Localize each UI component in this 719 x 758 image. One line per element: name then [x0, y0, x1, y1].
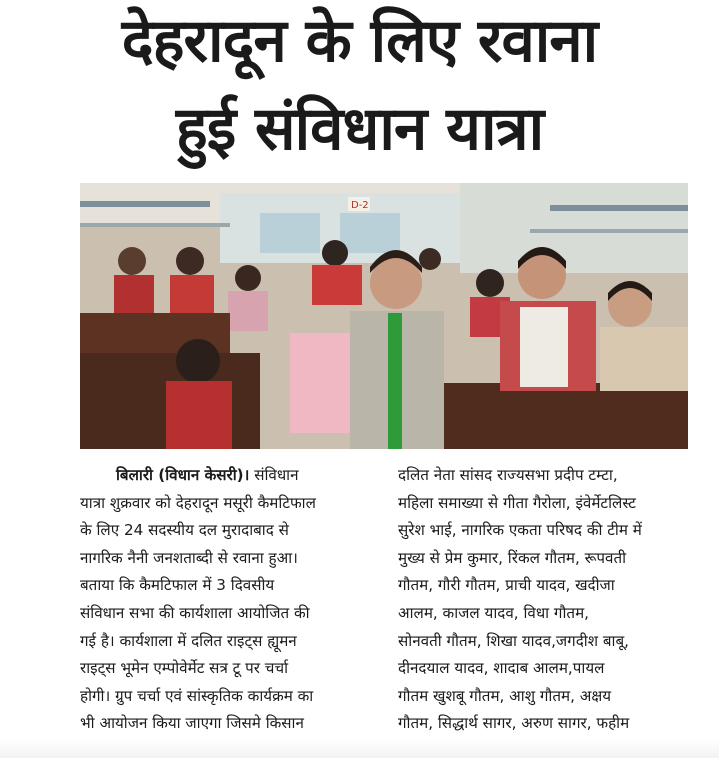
article-line: सोनवती गौतम, शिखा यादव,जगदीश बाबू, [398, 631, 629, 650]
article-first-line [80, 462, 370, 490]
article-line: दलित नेता सांसद राज्यसभा प्रदीप टम्टा, [398, 466, 618, 484]
article-line: संविधान सभा की कार्यशाला आयोजित की [80, 603, 310, 622]
article-line: राइट्स भूमेन एम्पोवेर्मेट सत्र टू पर चर्चा [80, 659, 289, 678]
article-column-right [398, 462, 690, 738]
article-line: आलम, काजल यादव, विधा गौतम, [398, 603, 589, 622]
headline-line-2: हुई संविधान यात्रा [175, 94, 544, 164]
article-line: दीनदयाल यादव, शादाब आलम,पायल [398, 659, 605, 678]
article-line: गई है। कार्यशाला में दलित राइट्स ह्यूमन [80, 631, 297, 650]
article-line: यात्रा शुक्रवार को देहरादून मसूरी कैमटिफाल [80, 493, 316, 512]
article-line: गौतम, सिद्धार्थ सागर, अरुण सागर, फहीम [398, 714, 630, 733]
article-line: मुख्य से प्रेम कुमार, रिंकल गौतम, रूपवती [398, 548, 627, 567]
headline-line-1: देहरादून के लिए रवाना [121, 6, 598, 76]
article-line: भी आयोजन किया जाएगा जिसमे किसान [80, 714, 304, 733]
dateline: बिलारी (विधान केसरी)। [116, 466, 250, 484]
article-line: महिला समाख्या से गीता गैरोला, इंवेर्मेटलिस्ट [398, 493, 636, 512]
article-line: बताया कि कैमटिफाल में 3 दिवसीय [80, 576, 275, 595]
article-line: नागरिक नैनी जनशताब्दी से रवाना हुआ। [80, 548, 298, 567]
article-line: गौतम, गौरी गौतम, प्राची यादव, खदीजा [398, 576, 615, 595]
article-line: के लिए 24 सदस्यीय दल मुरादाबाद से [80, 521, 289, 540]
article-line: गौतम खुशबू गौतम, आशु गौतम, अक्षय [398, 686, 612, 705]
article-line: होगी। ग्रुप चर्चा एवं सांस्कृतिक कार्यक्रम का [80, 686, 314, 705]
page-bottom-edge [0, 740, 719, 758]
coach-sign: D-2 [351, 200, 369, 211]
train-passengers-photo [80, 183, 688, 449]
news-photo [80, 183, 688, 449]
article-column-left [80, 462, 370, 738]
article-line: सुरेश भाई, नागरिक एकता परिषद की टीम में [398, 521, 642, 540]
article-line: संविधान [254, 466, 299, 484]
